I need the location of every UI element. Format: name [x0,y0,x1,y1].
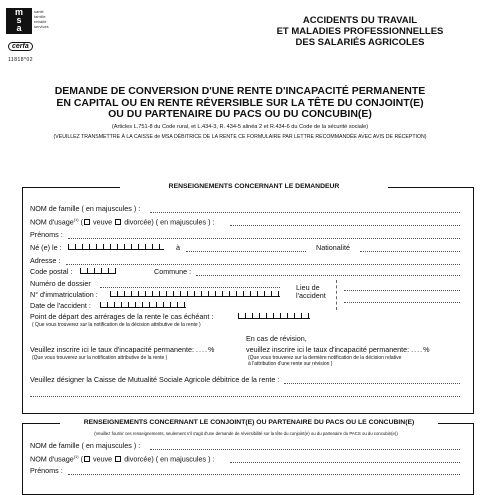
registration-number-field[interactable] [110,291,280,297]
nationality-label: Nationalité [316,243,350,252]
start-date-note: ( Que vous trouverez sur la notification de la décision attributive de la rente ) [32,322,201,328]
spouse-family-name-label: NOM de famille ( en majuscules ) : [30,441,141,450]
spouse-section-title: RENSEIGNEMENTS CONCERNANT LE CONJOINT(E) OU PARTENAIRE DU PACS OU LE CONCUBIN(E) [60,419,438,426]
legal-references: (Articles L.751-8 du Code rural, et L.434-3, R. 434-5 alinéa 2 et R.434-6 du Code de la sécurité sociale) [111,124,369,130]
nationality-field[interactable] [360,251,460,252]
msa-logo-tagline: santé famille retraite services [34,9,49,29]
revision-label: En cas de révision, [246,334,307,343]
header-organization: ACCIDENTS DU TRAVAIL ET MALADIES PROFESSIONNELLES DES SALARIÉS AGRICOLES [276,15,444,48]
file-number-label: Numéro de dossier [30,279,91,288]
submission-instruction: (VEUILLEZ TRANSMETTRE À LA CAISSE de MSA DÉBITRICE DE LA RENTE CE FORMULAIRE PAR LETTRE RECOMMANDÉE AVEC AVIS DE RÉCEPTION) [53,134,427,140]
accident-place-bracket [336,280,337,310]
commune-field[interactable] [196,275,460,276]
spouse-widow-checkbox[interactable] [84,456,90,462]
rate-note: (Que vous trouverez sur la notification attributive de la rente ) [32,355,168,361]
cerfa-logo: cerfa [8,42,33,51]
postal-code-label: Code postal : [30,267,73,276]
usage-name-field[interactable] [230,225,460,226]
revision-rate-note: (Que vous trouverez sur la dernière notification de la décision relative à l'attribution d'une rente sur révision ) [248,355,402,367]
birth-date-field[interactable] [68,244,164,250]
spouse-family-name-field[interactable] [150,449,460,450]
spouse-first-names-label: Prénoms : [30,466,63,475]
address-label: Adresse : [30,256,61,265]
birth-date-label: Né (e) le : [30,243,62,252]
first-names-field[interactable] [68,238,460,239]
birth-place-field[interactable] [186,251,306,252]
family-name-field[interactable] [150,212,460,213]
file-number-field[interactable] [100,287,280,288]
address-field[interactable] [66,264,460,265]
msa-fund-field-1[interactable] [284,383,460,384]
msa-fund-label: Veuillez désigner la Caisse de Mutualité Sociale Agricole débitrice de la rente : [30,375,280,384]
msa-fund-field-2[interactable] [30,396,460,397]
spouse-section-subtitle: (Veuillez fournir ces renseignements, seulement s'il s'agit d'une demande de réversibilité sur la tête du conjoint(e) ou du partenaire du PACS ou du concubin(e)) [94,431,398,436]
birth-place-label: à [176,243,180,252]
registration-number-label: N° d'immatriculation : [30,290,98,299]
usage-name-label: NOM d'usage$^{(1)}$ ( veuve divorcée) ( en majuscules ) : [30,217,215,227]
family-name-label: NOM de famille ( en majuscules ) : [30,204,141,213]
accident-place-label: Lieu de l'accident [296,283,326,300]
commune-label: Commune : [154,267,192,276]
rate-label: Veuillez inscrire ici le taux d'incapacité permanente: ....% [30,345,215,354]
form-title: DEMANDE DE CONVERSION D'UNE RENTE D'INCAPACITÉ PERMANENTE EN CAPITAL OU EN RENTE RÉVERSIBLE SUR LA TÊTE DU CONJOINT(E) OU DU PARTENAIRE DU PACS OU DU CONCUBIN(E) [54,85,426,120]
spouse-divorced-checkbox[interactable] [115,456,121,462]
widow-checkbox[interactable] [84,219,90,225]
msa-logo: m s a [6,8,32,34]
accident-date-label: Date de l'accident : [30,301,91,310]
divorced-checkbox[interactable] [115,219,121,225]
spouse-first-names-field[interactable] [68,474,460,475]
revision-rate-label: veuillez inscrire ici le taux d'incapacité permanente: ....% [246,345,430,354]
start-date-label: Point de départ des arrérages de la rente le cas échéant : [30,312,214,321]
accident-date-field[interactable] [100,302,186,308]
spouse-usage-name-field[interactable] [230,462,460,463]
spouse-usage-name-label: NOM d'usage$^{(1)}$ ( veuve divorcée) ( en majuscules ) : [30,454,215,464]
postal-code-field[interactable] [80,268,116,274]
start-date-field[interactable] [238,313,310,319]
cerfa-number: 11818*02 [8,57,34,63]
first-names-label: Prénoms : [30,230,63,239]
applicant-section-title: RENSEIGNEMENTS CONCERNANT LE DEMANDEUR [120,183,388,190]
accident-place-field-1[interactable] [344,290,460,291]
accident-place-field-2[interactable] [344,302,460,303]
